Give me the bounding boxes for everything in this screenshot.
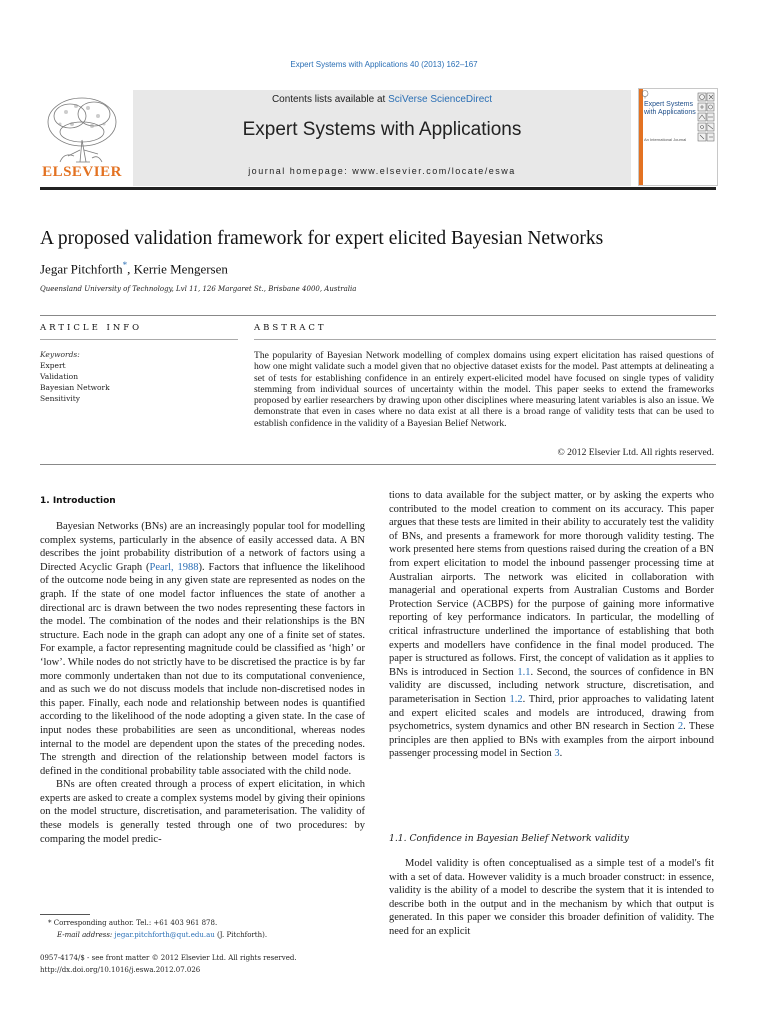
cover-icon-grid — [697, 91, 715, 183]
paragraph: BNs are often created through a process of expert elicitation, in which experts are asked to create a complex systems model by giving their opinions on the model structure, discretisation, and parameterisation. The validity of these models is generally tested through one of two procedures: by comparing the model predic- — [40, 779, 365, 845]
paragraph: Model validity is often conceptualised as a simple test of a model's fit with a set of data. However validity is a much broader construct: in essence, validity is the ability of a model to describe the system that it is intended to describe both in the output and in the mechanism by which that output is generated. In this paper we consider this broader definition of validity. The need for an explicit — [389, 858, 714, 937]
email-label: E-mail address: — [57, 931, 115, 939]
doi-link[interactable]: http://dx.doi.org/10.1016/j.eswa.2012.07.026 — [40, 966, 201, 974]
issn-line: 0957-4174/$ - see front matter © 2012 Elsevier Ltd. All rights reserved. — [40, 954, 297, 962]
homepage-prefix: journal homepage: — [248, 166, 353, 176]
left-column — [40, 520, 365, 846]
paragraph-text: ). Factors that influence the likelihood of the outcome node being in any given state are represented as nodes on the graph. If the state of one model factor influences the state of another a directional arc is drawn between the two nodes representing these factors in the model. The combination of the nodes and their relationships is the BN structure. Each node in the graph can adopt any one of a finite set of states. For example, a factor representing magnitude could be classified as ‘high’ or ‘low’. While nodes do not strictly have to be discretised the practice is by far more commonly undertaken than not due to its computational convenience, and as such we do not discuss models that include non-discretised nodes in this paper. Finally, each node and relationship between nodes is quantified according to the likelihood of the node adopting a given state. In the case of input nodes these probabilities are seen as unconditional, whereas nodes internal to the model are dependent upon the states of the preceding nodes. The strength and direction of the relationship between model factors is defined in the conditional probability table associated with the child node. — [40, 561, 365, 777]
email-link[interactable]: jegar.pitchforth@qut.edu.au — [114, 931, 215, 939]
section-link[interactable]: 2 — [677, 721, 684, 733]
cover-subtitle: An International Journal — [644, 137, 687, 142]
publisher-name[interactable]: ELSEVIER — [42, 164, 122, 180]
article-title: A proposed validation framework for expert elicited Bayesian Networks — [40, 228, 604, 249]
abstract-copyright: © 2012 Elsevier Ltd. All rights reserved. — [557, 447, 714, 458]
contents-line — [133, 94, 631, 105]
cover-title: Expert Systems with Applications — [644, 101, 696, 116]
corresponding-author-marker[interactable]: * — [122, 260, 128, 270]
footnote-email — [57, 931, 267, 939]
keyword[interactable]: Sensitivity — [40, 394, 80, 403]
keywords-label: Keywords: — [40, 350, 80, 359]
paragraph-text: . — [559, 748, 563, 760]
journal-title[interactable]: Expert Systems with Applications — [242, 119, 522, 140]
email-suffix: (J. Pitchforth). — [214, 931, 268, 939]
paragraph — [389, 489, 714, 761]
abstract-heading: ABSTRACT — [254, 323, 327, 333]
author-name: Kerrie Mengersen — [133, 261, 228, 277]
sciencedirect-link[interactable]: SciVerse ScienceDirect — [388, 94, 493, 105]
journal-citation[interactable]: Expert Systems with Applications 40 (2013) 162–167 — [290, 60, 478, 69]
journal-homepage — [133, 166, 631, 176]
paragraph-text: tions to data available for the subject matter, or by asking the experts who contributed to the model creation to comment on its accuracy. This paper argues that these tests are limited in their ability to accurately test the validity of BNs, and presents a framework for more thorough validity testing. The work presented here stems from questions raised during the creation of a BN from expert elicitation to model the inbound passenger processing time at Australian airports. The network was elicited in collaboration with managerial and operational experts from Australian Customs and Border Protection Service (ACBPS) for the purpose of gaining more informative reporting of key performance indicators. In particular, the modelling of critical infrastructure underlined the importance of establishing that both experts and modellers have confidence in the final model produced. The paper is structured as follows. First, the concept of validation as it applies to BNs is introduced in Section — [389, 490, 714, 678]
cover-publisher-icon — [641, 90, 649, 99]
section-heading: 1. Introduction — [40, 496, 116, 506]
corresponding-author-note: Corresponding author. Tel.: +61 403 961 878. — [53, 919, 218, 927]
keyword[interactable]: Expert — [40, 361, 66, 370]
header-rule — [40, 187, 716, 190]
reference-link[interactable]: Pearl, 1988 — [149, 561, 199, 573]
section-link[interactable]: 1.2 — [509, 693, 523, 705]
paragraph-text: Bayesian Networks (BNs) are an increasingly popular tool for modelling complex systems, particularly in the absence of easily accessed data. A BN describes the joint probability distribution of a network of factors using a Directed Acyclic Graph ( — [40, 521, 365, 573]
affiliation: Queensland University of Technology, Lvl 11, 126 Margaret St., Brisbane 4000, Australia — [40, 285, 357, 293]
right-column — [389, 489, 714, 761]
author-name: Jegar Pitchforth — [40, 261, 123, 277]
paragraph-text: . Second, the sources of confidence in BN validity are discussed, including network structure, discretisation, and parameterisation in Section — [389, 666, 714, 705]
right-column-lower — [389, 857, 714, 939]
abstract-rule — [254, 339, 716, 340]
author-separator: , — [127, 261, 134, 277]
journal-cover-thumbnail[interactable] — [638, 88, 718, 186]
keyword[interactable]: Bayesian Network — [40, 383, 110, 392]
abstract-text: The popularity of Bayesian Network modelling of complex domains using expert elicitation has raised questions of how one might validate such a model given that no objective dataset exists for the model. Past attempts at delineating a set of tests for establishing confidence in an entirely expert-elicited model have focused on single types of validity stemming from individual sources of uncertainty within the model. This paper seeks to extend the frameworks proposed by earlier researchers by drawing upon other disciplines where measuring latent variables is also an issue. We demonstrate that even in cases where no data exist at all there is a broad range of validity tests that can be used to establish confidence in the validity of a Bayesian Belief Network. — [254, 350, 714, 429]
paragraph-text: . Third, prior approaches to validating latent and expert elicited scales and models are introduced, drawing from psychometrics, system dynamics and other BN research in Section — [389, 693, 714, 733]
article-info-heading: ARTICLE INFO — [40, 323, 143, 333]
subsection-heading: 1.1. Confidence in Bayesian Belief Network validity — [389, 833, 629, 844]
paragraph-text: . These principles are then applied to BNs with examples from the airport inbound passenger processing model in Section — [389, 721, 714, 760]
article-info-rule — [40, 339, 238, 340]
footnote-rule — [40, 914, 90, 915]
footnote-corresponding — [48, 919, 217, 927]
contents-prefix: Contents lists available at — [271, 94, 389, 105]
paragraph — [40, 520, 365, 778]
footnote-mark: * — [48, 919, 52, 927]
homepage-link[interactable]: www.elsevier.com/locate/eswa — [352, 166, 516, 176]
abstract-rule-bottom — [40, 464, 716, 465]
section-link[interactable]: 1.1 — [517, 666, 531, 678]
section-link[interactable]: 3 — [554, 748, 560, 760]
author-list — [40, 260, 720, 277]
info-rule-top — [40, 315, 716, 316]
cover-stripe — [639, 89, 643, 185]
keyword[interactable]: Validation — [40, 372, 79, 381]
